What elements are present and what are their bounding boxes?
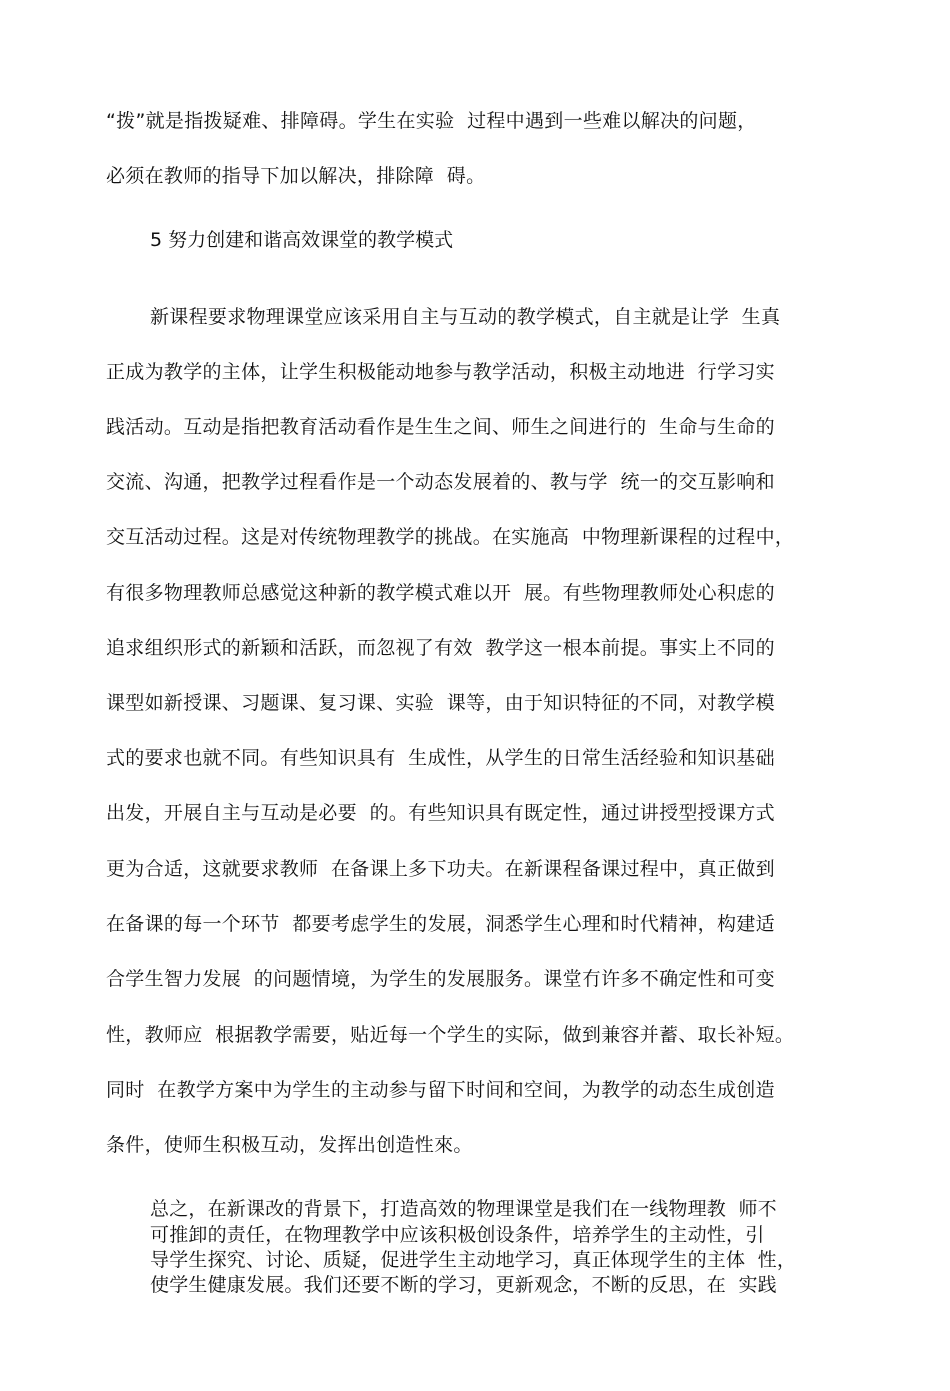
paragraph-2-line-11: 更为合适，这就要求教师 在备课上多下功夫。在新课程备课过程中，真正做到 <box>106 858 775 880</box>
paragraph-2-line-7: 追求组织形式的新颖和活跃，而忽视了有效 教学这一根本前提。事实上不同的 <box>106 637 775 659</box>
paragraph-2-line-10: 出发，开展自主与互动是必要 的。有些知识具有既定性，通过讲授型授课方式 <box>106 802 775 824</box>
paragraph-2-line-5: 交互活动过程。这是对传统物理教学的挑战。在实施高 中物理新课程的过程中， <box>106 526 795 548</box>
paragraph-1-line-1: “拨”就是指拨疑难、排障碍。学生在实验 过程中遇到一些难以解决的问题， <box>106 110 757 132</box>
paragraph-2-line-13: 合学生智力发展 的问题情境，为学生的发展服务。课堂冇许多不确定性和可变 <box>106 968 775 990</box>
paragraph-2-line-8: 课型如新授课、习题课、复习课、实验 课等，由于知识特征的不同，对教学模 <box>106 692 775 714</box>
paragraph-2-line-1: 新课程要求物理课堂应该采用自主与互动的教学模式，自主就是让学 生真 <box>150 306 781 328</box>
paragraph-2-line-16: 条件，使师生积极互动，发挥出创造性來。 <box>106 1134 473 1156</box>
paragraph-2-line-15: 同时 在教学方案中为学生的主动参与留下时间和空间，为教学的动态生成创造 <box>106 1079 775 1101</box>
paragraph-2-line-3: 践活动。互动是指把教育活动看作是生生之间、师生之间进行的 生命与生命的 <box>106 416 775 438</box>
section-heading: 5 努力创建和谐高效课堂的教学模式 <box>150 229 454 251</box>
paragraph-2-line-12: 在备课的每一个环节 都要考虑学生的发展，洞悉学生心理和时代精神，构建适 <box>106 913 775 935</box>
paragraph-2-line-14: 性，教师应 根据教学需要，贴近每一个学生的实际，做到兼容并蓄、取长补短。 <box>106 1024 795 1046</box>
paragraph-3-line-4: 使学生健康发展。我们还要不断的学习，更新观念，不断的反思，在 实践 <box>150 1274 777 1296</box>
paragraph-2-line-2: 正成为教学的主体，让学生积极能动地参与教学活动，积极主动地进 行学习实 <box>106 361 775 383</box>
paragraph-2-line-9: 式的要求也就不同。有些知识具有 生成性，从学生的日常生活经验和知识基础 <box>106 747 775 769</box>
paragraph-3-line-1: 总之，在新课改的背景下，打造高效的物理课堂是我们在一线物理教 师不 <box>150 1198 777 1220</box>
paragraph-3-line-3: 导学生探究、讨论、质疑，促进学生主动地学习，真正体现学生的主体 性， <box>150 1249 797 1271</box>
paragraph-2-line-4: 交流、沟通，把教学过程看作是一个动态发展着的、教与学 统一的交互影响和 <box>106 471 775 493</box>
paragraph-2-line-6: 有很多物理教师总感觉这种新的教学模式难以开 展。有些物理教师处心积虑的 <box>106 582 775 604</box>
paragraph-1-line-2: 必须在教师的指导下加以解决，排除障 碍。 <box>106 165 486 187</box>
paragraph-3-line-2: 可推卸的责任，在物理教学中应该积极创设条件，培养学生的主动性，引 <box>150 1224 765 1246</box>
